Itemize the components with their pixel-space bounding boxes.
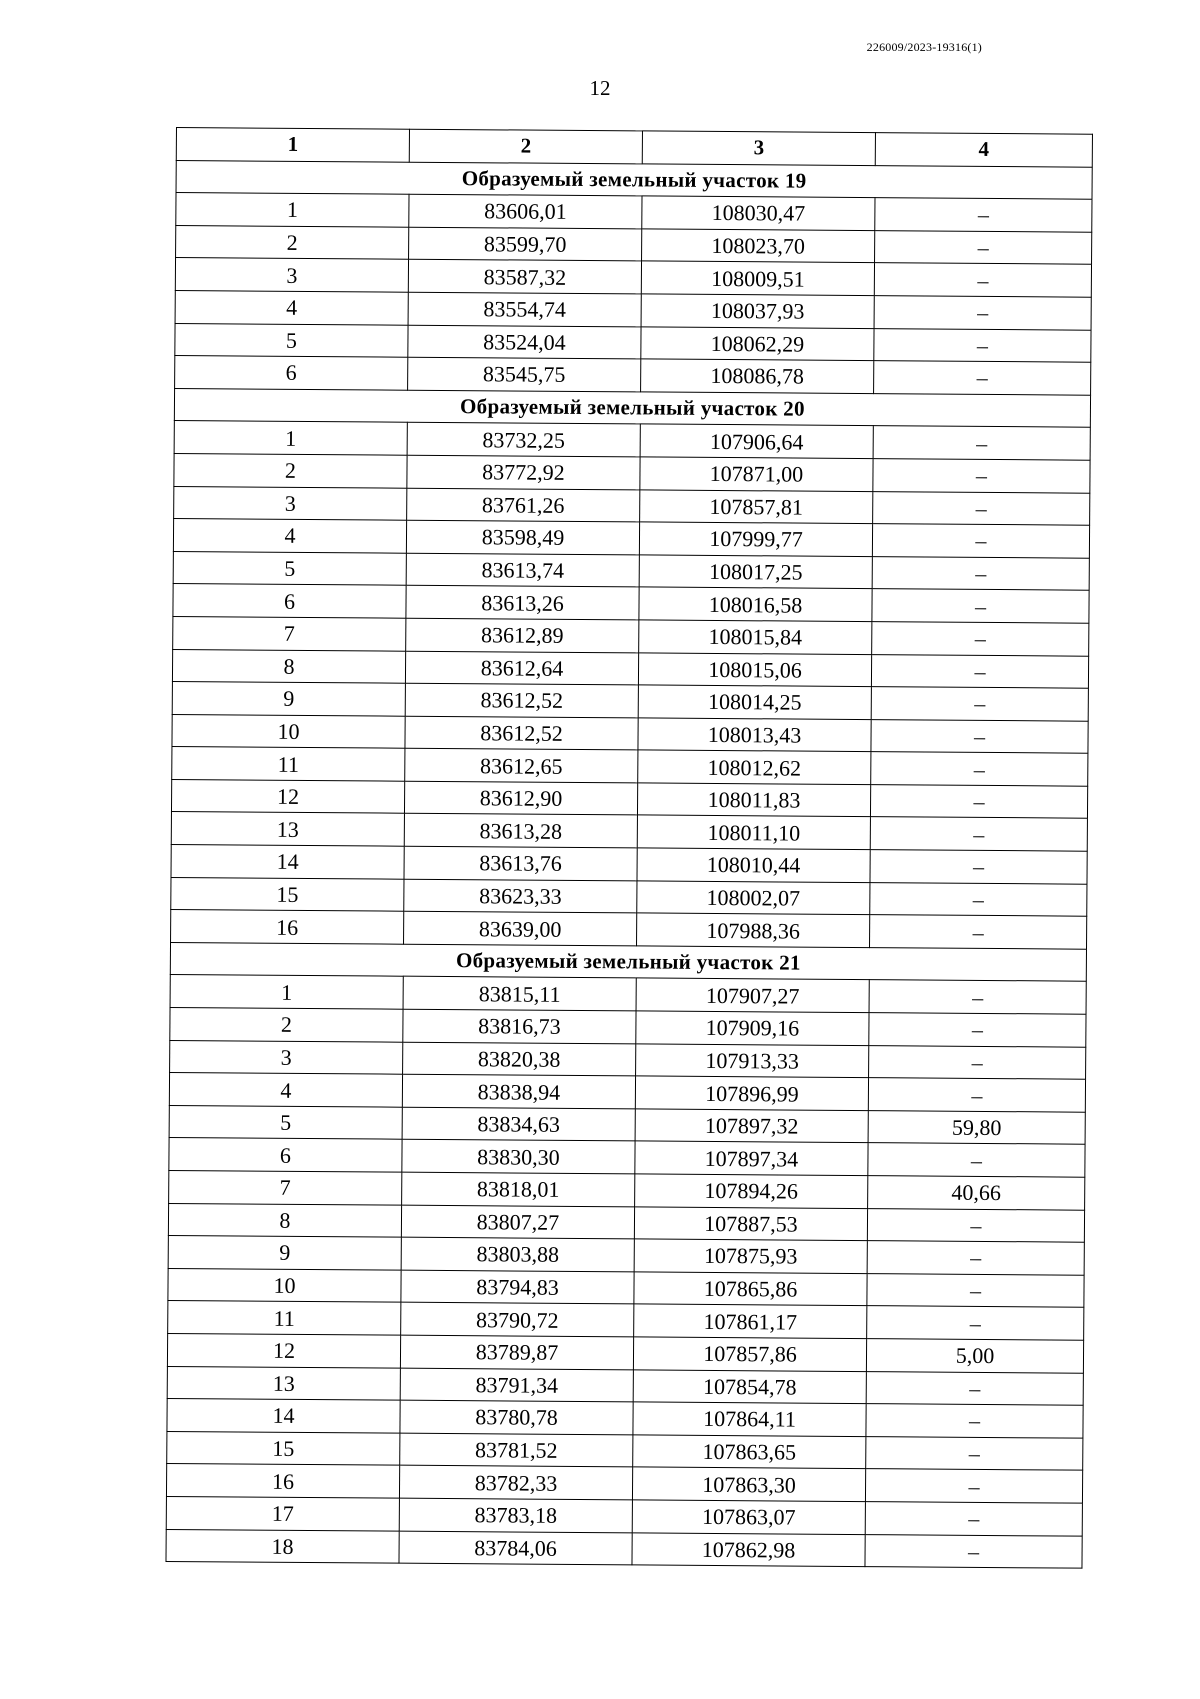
- point-number-cell: 3: [170, 1040, 403, 1074]
- value-cell: –: [870, 817, 1087, 851]
- value-cell: –: [870, 882, 1087, 916]
- y-coordinate-cell: 107907,27: [636, 978, 869, 1012]
- y-coordinate-cell: 107896,99: [635, 1076, 868, 1110]
- y-coordinate-cell: 107863,07: [632, 1500, 865, 1534]
- x-coordinate-cell: 83613,76: [404, 846, 637, 880]
- x-coordinate-cell: 83732,25: [407, 423, 640, 457]
- value-cell: –: [874, 361, 1091, 395]
- value-cell: –: [872, 556, 1089, 590]
- y-coordinate-cell: 107863,65: [633, 1435, 866, 1469]
- value-cell: –: [872, 524, 1089, 558]
- y-coordinate-cell: 107871,00: [640, 457, 873, 491]
- point-number-cell: 14: [171, 845, 404, 879]
- x-coordinate-cell: 83838,94: [402, 1074, 635, 1108]
- x-coordinate-cell: 83761,26: [407, 488, 640, 522]
- value-cell: –: [873, 426, 1090, 460]
- y-coordinate-cell: 107887,53: [634, 1206, 867, 1240]
- y-coordinate-cell: 107862,98: [632, 1532, 865, 1566]
- x-coordinate-cell: 83780,78: [400, 1400, 633, 1434]
- point-number-cell: 18: [166, 1529, 399, 1563]
- y-coordinate-cell: 107857,86: [633, 1337, 866, 1371]
- value-cell: 5,00: [866, 1339, 1083, 1373]
- point-number-cell: 12: [167, 1333, 400, 1367]
- x-coordinate-cell: 83554,74: [408, 292, 641, 326]
- y-coordinate-cell: 108023,70: [642, 229, 875, 263]
- value-cell: –: [875, 198, 1092, 232]
- y-coordinate-cell: 107913,33: [636, 1044, 869, 1078]
- point-number-cell: 5: [175, 323, 408, 357]
- point-number-cell: 17: [166, 1496, 399, 1530]
- section-title: Образуемый земельный участок 21: [170, 942, 1086, 981]
- value-cell: –: [874, 296, 1091, 330]
- page-number: 12: [589, 76, 611, 100]
- x-coordinate-cell: 83545,75: [408, 357, 641, 391]
- point-number-cell: 7: [173, 616, 406, 650]
- value-cell: –: [865, 1534, 1082, 1568]
- value-cell: –: [871, 654, 1088, 688]
- x-coordinate-cell: 83790,72: [401, 1303, 634, 1337]
- section-title: Образуемый земельный участок 20: [174, 388, 1090, 427]
- y-coordinate-cell: 107863,30: [632, 1467, 865, 1501]
- x-coordinate-cell: 83781,52: [400, 1433, 633, 1467]
- value-cell: –: [867, 1241, 1084, 1275]
- y-coordinate-cell: 107897,34: [635, 1141, 868, 1175]
- y-coordinate-cell: 108062,29: [641, 326, 874, 360]
- x-coordinate-cell: 83598,49: [406, 520, 639, 554]
- x-coordinate-cell: 83623,33: [404, 879, 637, 913]
- point-number-cell: 15: [171, 877, 404, 911]
- y-coordinate-cell: 107988,36: [637, 913, 870, 947]
- point-number-cell: 15: [167, 1431, 400, 1465]
- x-coordinate-cell: 83606,01: [409, 194, 642, 228]
- table-row: [166, 1529, 1082, 1568]
- y-coordinate-cell: 107864,11: [633, 1402, 866, 1436]
- x-coordinate-cell: 83791,34: [400, 1368, 633, 1402]
- y-coordinate-cell: 107865,86: [634, 1272, 867, 1306]
- y-coordinate-cell: 108017,25: [639, 555, 872, 589]
- x-coordinate-cell: 83612,52: [405, 683, 638, 717]
- table-body: [166, 160, 1092, 1568]
- point-number-cell: 13: [167, 1366, 400, 1400]
- point-number-cell: 10: [172, 714, 405, 748]
- point-number-cell: 16: [166, 1464, 399, 1498]
- point-number-cell: 4: [173, 519, 406, 553]
- value-cell: –: [867, 1273, 1084, 1307]
- value-cell: –: [870, 915, 1087, 949]
- y-coordinate-cell: 108009,51: [641, 261, 874, 295]
- x-coordinate-cell: 83587,32: [408, 260, 641, 294]
- point-number-cell: 1: [176, 193, 409, 227]
- value-cell: –: [872, 622, 1089, 656]
- point-number-cell: 4: [175, 290, 408, 324]
- y-coordinate-cell: 108016,58: [639, 587, 872, 621]
- y-coordinate-cell: 107894,26: [635, 1174, 868, 1208]
- y-coordinate-cell: 108012,62: [638, 750, 871, 784]
- point-number-cell: 5: [169, 1105, 402, 1139]
- value-cell: –: [869, 980, 1086, 1014]
- x-coordinate-cell: 83816,73: [403, 1009, 636, 1043]
- value-cell: –: [873, 491, 1090, 525]
- value-cell: 40,66: [868, 1176, 1085, 1210]
- column-header: 3: [642, 131, 875, 165]
- value-cell: –: [870, 784, 1087, 818]
- y-coordinate-cell: 107909,16: [636, 1011, 869, 1045]
- point-number-cell: 1: [170, 975, 403, 1009]
- y-coordinate-cell: 108015,06: [638, 652, 871, 686]
- x-coordinate-cell: 83803,88: [401, 1237, 634, 1271]
- value-cell: –: [868, 1143, 1085, 1177]
- point-number-cell: 3: [175, 258, 408, 292]
- x-coordinate-cell: 83818,01: [402, 1172, 635, 1206]
- point-number-cell: 7: [169, 1170, 402, 1204]
- x-coordinate-cell: 83807,27: [401, 1205, 634, 1239]
- x-coordinate-cell: 83815,11: [403, 977, 636, 1011]
- point-number-cell: 2: [170, 1008, 403, 1042]
- value-cell: –: [874, 328, 1091, 362]
- value-cell: –: [874, 263, 1091, 297]
- point-number-cell: 16: [171, 910, 404, 944]
- x-coordinate-cell: 83782,33: [399, 1466, 632, 1500]
- point-number-cell: 4: [169, 1073, 402, 1107]
- y-coordinate-cell: 107999,77: [639, 522, 872, 556]
- value-cell: –: [866, 1436, 1083, 1470]
- point-number-cell: 13: [171, 812, 404, 846]
- x-coordinate-cell: 83599,70: [409, 227, 642, 261]
- point-number-cell: 2: [174, 453, 407, 487]
- x-coordinate-cell: 83524,04: [408, 325, 641, 359]
- point-number-cell: 6: [175, 356, 408, 390]
- y-coordinate-cell: 107854,78: [633, 1369, 866, 1403]
- y-coordinate-cell: 108015,84: [639, 620, 872, 654]
- y-coordinate-cell: 108030,47: [642, 196, 875, 230]
- x-coordinate-cell: 83639,00: [404, 911, 637, 945]
- y-coordinate-cell: 108010,44: [637, 848, 870, 882]
- value-cell: –: [870, 850, 1087, 884]
- y-coordinate-cell: 107897,32: [635, 1109, 868, 1143]
- point-number-cell: 12: [171, 779, 404, 813]
- y-coordinate-cell: 108014,25: [638, 685, 871, 719]
- x-coordinate-cell: 83834,63: [402, 1107, 635, 1141]
- point-number-cell: 10: [168, 1268, 401, 1302]
- value-cell: –: [865, 1469, 1082, 1503]
- coordinates-table: [165, 127, 1092, 1569]
- value-cell: –: [867, 1208, 1084, 1242]
- value-cell: –: [866, 1371, 1083, 1405]
- point-number-cell: 5: [173, 551, 406, 585]
- value-cell: –: [868, 1078, 1085, 1112]
- x-coordinate-cell: 83820,38: [403, 1042, 636, 1076]
- point-number-cell: 9: [172, 682, 405, 716]
- value-cell: –: [871, 687, 1088, 721]
- value-cell: –: [866, 1404, 1083, 1438]
- y-coordinate-cell: 108013,43: [638, 718, 871, 752]
- value-cell: 59,80: [868, 1110, 1085, 1144]
- x-coordinate-cell: 83612,64: [405, 651, 638, 685]
- y-coordinate-cell: 107861,17: [634, 1304, 867, 1338]
- value-cell: –: [871, 752, 1088, 786]
- x-coordinate-cell: 83613,28: [404, 814, 637, 848]
- value-cell: –: [867, 1306, 1084, 1340]
- x-coordinate-cell: 83612,89: [406, 618, 639, 652]
- x-coordinate-cell: 83784,06: [399, 1531, 632, 1565]
- point-number-cell: 14: [167, 1399, 400, 1433]
- column-header: 2: [409, 129, 642, 163]
- y-coordinate-cell: 108011,83: [637, 783, 870, 817]
- x-coordinate-cell: 83772,92: [407, 455, 640, 489]
- column-header: 1: [176, 128, 409, 162]
- x-coordinate-cell: 83613,26: [406, 586, 639, 620]
- y-coordinate-cell: 108002,07: [637, 881, 870, 915]
- point-number-cell: 9: [168, 1236, 401, 1270]
- value-cell: –: [872, 589, 1089, 623]
- y-coordinate-cell: 108086,78: [641, 359, 874, 393]
- x-coordinate-cell: 83613,74: [406, 553, 639, 587]
- x-coordinate-cell: 83789,87: [400, 1335, 633, 1369]
- point-number-cell: 6: [173, 584, 406, 618]
- point-number-cell: 8: [172, 649, 405, 683]
- y-coordinate-cell: 108037,93: [641, 294, 874, 328]
- y-coordinate-cell: 108011,10: [637, 815, 870, 849]
- x-coordinate-cell: 83830,30: [402, 1140, 635, 1174]
- point-number-cell: 3: [174, 486, 407, 520]
- y-coordinate-cell: 107857,81: [640, 489, 873, 523]
- value-cell: –: [873, 459, 1090, 493]
- value-cell: –: [871, 719, 1088, 753]
- x-coordinate-cell: 83794,83: [401, 1270, 634, 1304]
- value-cell: –: [865, 1502, 1082, 1536]
- x-coordinate-cell: 83612,65: [405, 748, 638, 782]
- y-coordinate-cell: 107875,93: [634, 1239, 867, 1273]
- x-coordinate-cell: 83612,52: [405, 716, 638, 750]
- x-coordinate-cell: 83612,90: [404, 781, 637, 815]
- value-cell: –: [869, 1045, 1086, 1079]
- point-number-cell: 11: [168, 1301, 401, 1335]
- point-number-cell: 2: [176, 225, 409, 259]
- point-number-cell: 6: [169, 1138, 402, 1172]
- section-title: Образуемый земельный участок 19: [176, 160, 1092, 199]
- x-coordinate-cell: 83783,18: [399, 1498, 632, 1532]
- document-id: 226009/2023-19316(1): [866, 40, 982, 54]
- value-cell: –: [875, 230, 1092, 264]
- point-number-cell: 1: [174, 421, 407, 455]
- point-number-cell: 11: [172, 747, 405, 781]
- point-number-cell: 8: [168, 1203, 401, 1237]
- value-cell: –: [869, 1013, 1086, 1047]
- y-coordinate-cell: 107906,64: [640, 424, 873, 458]
- column-header: 4: [875, 133, 1092, 167]
